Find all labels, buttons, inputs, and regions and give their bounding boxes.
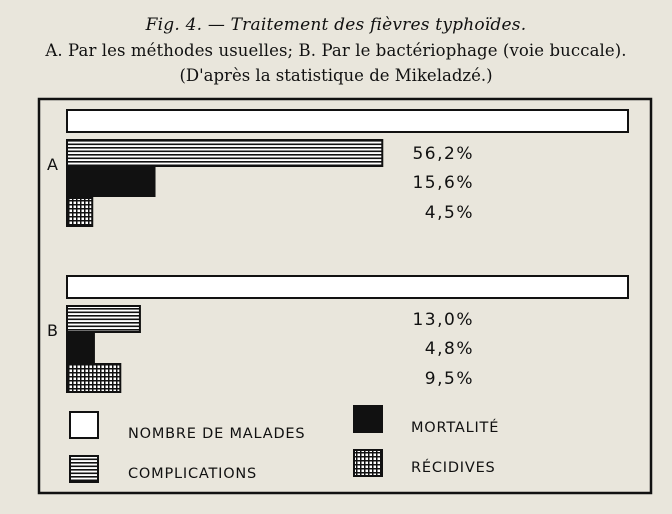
figure-title: Fig. 4. — Traitement des fièvres typhoïdes.: [145, 15, 527, 35]
value-label-b-recidives: 9,5%: [424, 369, 474, 389]
legend-label-complications: COMPLICATIONS: [128, 466, 258, 482]
value-label-b-complications: 13,0%: [412, 310, 474, 330]
legend-swatch-nombre-de-malades: [70, 412, 98, 438]
group-label-b: B: [47, 321, 58, 340]
value-label-a-recidives: 4,5%: [424, 203, 474, 223]
value-label-b-mortalite: 4,8%: [424, 339, 474, 359]
bar-b-nombre-de-malades: [67, 276, 628, 298]
value-label-a-complications: 56,2%: [412, 144, 474, 164]
bar-a-complications: [67, 140, 382, 166]
legend-label-nombre-de-malades: NOMBRE DE MALADES: [128, 426, 306, 442]
bar-b-recidives: [67, 364, 120, 392]
legend-swatch-mortalite: [354, 406, 382, 432]
group-label-a: A: [47, 155, 58, 174]
legend-label-recidives: RÉCIDIVES: [411, 460, 496, 476]
bar-a-recidives: [67, 198, 92, 226]
bar-a-mortalite: [67, 168, 155, 196]
legend-swatch-recidives: [354, 450, 382, 476]
bar-a-nombre-de-malades: [67, 110, 628, 132]
bar-b-complications: [67, 306, 140, 332]
figure-source: (D'après la statistique de Mikeladzé.): [179, 66, 493, 85]
legend-swatch-complications: [70, 456, 98, 482]
legend-label-mortalite: MORTALITÉ: [411, 420, 500, 436]
value-label-a-mortalite: 15,6%: [412, 173, 474, 193]
bar-b-mortalite: [67, 334, 94, 362]
figure-subtitle: A. Par les méthodes usuelles; B. Par le bactériophage (voie buccale).: [45, 41, 627, 60]
